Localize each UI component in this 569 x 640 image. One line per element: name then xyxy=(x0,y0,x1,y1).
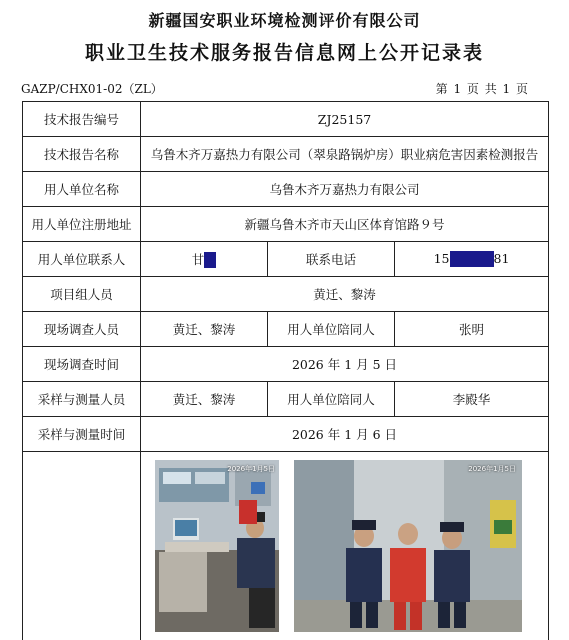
label-survey-companion: 用人单位陪同人 xyxy=(268,312,395,347)
contact-name-visible: 甘 xyxy=(192,252,205,267)
record-table xyxy=(22,101,549,640)
phone-suffix: 81 xyxy=(494,251,510,266)
label-phone: 联系电话 xyxy=(268,242,395,277)
row-report-number xyxy=(23,102,549,137)
value-survey-staff: 黄迁、黎涛 xyxy=(141,312,268,347)
label-report-name: 技术报告名称 xyxy=(23,137,141,172)
value-phone xyxy=(395,242,549,277)
value-survey-time: 2026 年 1 月 5 日 xyxy=(141,347,549,382)
photo-area xyxy=(141,452,548,640)
row-photos xyxy=(23,452,549,640)
photo-timestamp: 2026年1月5日 xyxy=(468,464,516,474)
label-report-number: 技术报告编号 xyxy=(23,102,141,137)
redaction-box xyxy=(450,251,494,267)
workers-image xyxy=(294,460,522,632)
value-team: 黄迁、黎涛 xyxy=(141,277,549,312)
label-sampling-companion: 用人单位陪同人 xyxy=(268,382,395,417)
row-address xyxy=(23,207,549,242)
row-survey-time xyxy=(23,347,549,382)
photo-workers xyxy=(294,460,522,632)
row-employer xyxy=(23,172,549,207)
row-sampling-staff xyxy=(23,382,549,417)
label-sampling-staff: 采样与测量人员 xyxy=(23,382,141,417)
value-address: 新疆乌鲁木齐市天山区体育馆路９号 xyxy=(141,207,549,242)
label-employer: 用人单位名称 xyxy=(23,172,141,207)
label-survey-staff: 现场调查人员 xyxy=(23,312,141,347)
label-sampling-time: 采样与测量时间 xyxy=(23,417,141,452)
phone-prefix: 15 xyxy=(434,251,450,266)
label-team: 项目组人员 xyxy=(23,277,141,312)
redaction-box xyxy=(204,252,216,268)
control-room-image xyxy=(155,460,279,632)
value-sampling-time: 2026 年 1 月 6 日 xyxy=(141,417,549,452)
company-name: 新疆国安职业环境检测评价有限公司 xyxy=(0,8,569,31)
label-contact: 用人单位联系人 xyxy=(23,242,141,277)
page-info: 第 1 页 共 1 页 xyxy=(436,80,529,97)
value-sampling-staff: 黄迁、黎涛 xyxy=(141,382,268,417)
photo-label-cell xyxy=(23,452,141,640)
value-sampling-companion: 李殿华 xyxy=(395,382,549,417)
value-employer: 乌鲁木齐万嘉热力有限公司 xyxy=(141,172,549,207)
row-survey-staff xyxy=(23,312,549,347)
photo-timestamp: 2026年1月5日 xyxy=(227,464,275,474)
value-report-name: 乌鲁木齐万嘉热力有限公司（翠泉路锅炉房）职业病危害因素检测报告 xyxy=(141,137,549,172)
photo-cell xyxy=(141,452,549,640)
value-report-number: ZJ25157 xyxy=(141,102,549,137)
value-contact-name xyxy=(141,242,268,277)
form-title: 职业卫生技术服务报告信息网上公开记录表 xyxy=(0,38,569,65)
label-address: 用人单位注册地址 xyxy=(23,207,141,242)
document-code: GAZP/CHX01-02（ZL） xyxy=(21,80,163,97)
label-survey-time: 现场调查时间 xyxy=(23,347,141,382)
row-report-name xyxy=(23,137,549,172)
value-survey-companion: 张明 xyxy=(395,312,549,347)
row-sampling-time xyxy=(23,417,549,452)
photo-control-room xyxy=(155,460,279,632)
row-team xyxy=(23,277,549,312)
row-contact xyxy=(23,242,549,277)
